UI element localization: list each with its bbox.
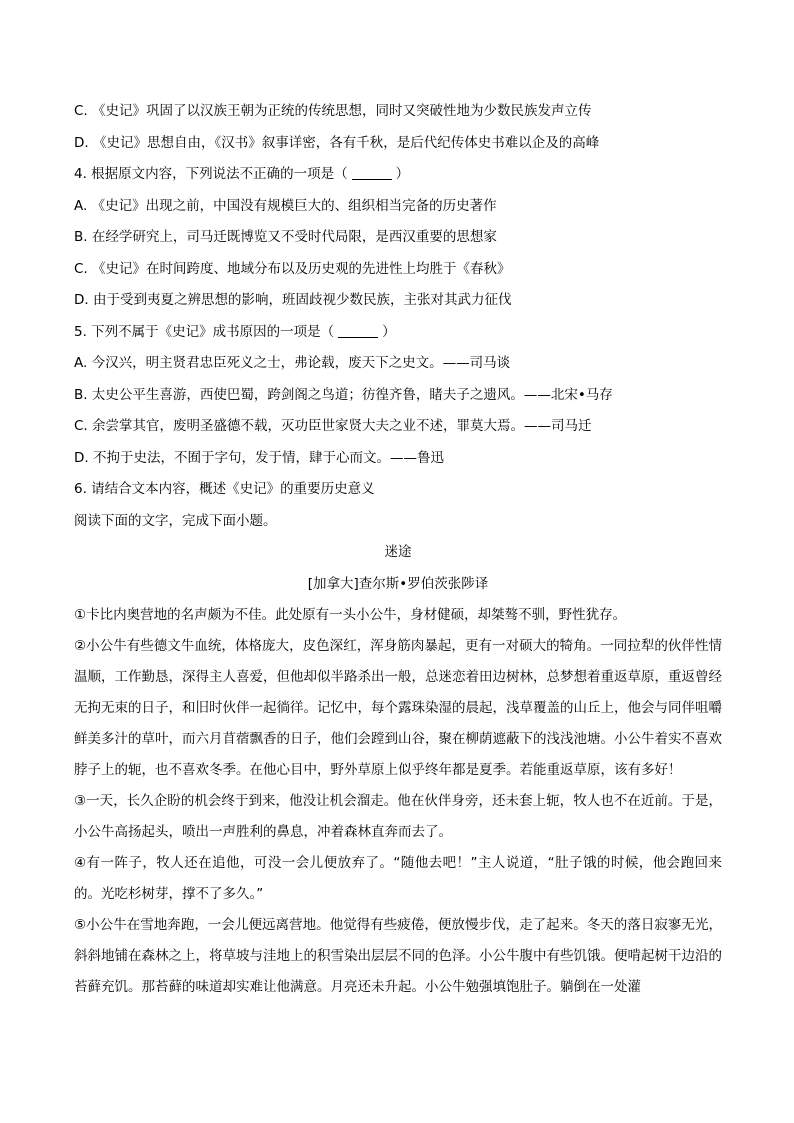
q5-option-c: C. 余尝掌其官，废明圣盛德不载，灭功臣世家贤大夫之业不述，罪莫大焉。——司马迁 [74,418,592,434]
q5-option-d: D. 不拘于史法，不囿于字句，发于情，肆于心而文。——鲁迅 [74,449,444,466]
story-byline: [加拿大]查尔斯•罗伯茨张陟译 [307,575,489,592]
q4-stem-close: ） [395,166,410,182]
story-paragraph-2: ②小公牛有些德文牛血统，体格庞大，皮色深红，浑身筋肉暴起，更有一对硕大的犄角。一同拉犁的伙伴性情温顺，工作勤恳，深得主人喜爱，但他却似半路杀出一般，总迷恋着田边树林，总梦想着重返草原，重返曾经无拘无束的日子，和旧时伙伴一起徜徉。记忆中，每个露珠染湿的晨起，浅草覆盖的山丘上，他会与同伴咀嚼鲜美多汁的草叶，而六月苜蓿飘香的日子，他们会蹚到山谷，聚在柳荫遮蔽下的浅浅池塘。小公牛着实不喜欢脖子上的轭，也不喜欢冬季。在他心目中，野外草原上似乎终年都是夏季。若能重返草原，该有多好！ [74,638,722,778]
q3-option-d: D. 《史记》思想自由，《汉书》叙事详密，各有千秋，是后代纪传体史书难以企及的高峰 [74,134,600,151]
q5-option-a: A. 今汉兴，明主贤君忠臣死义之士，弗论载，废天下之史文。——司马谈 [74,355,511,371]
q4-option-c: C. 《史记》在时间跨度、地域分布以及历史观的先进性上均胜于《春秋》 [74,260,511,277]
q4-stem-text: 4. 根据原文内容，下列说法不正确的一项是（ [74,166,348,182]
q4-stem [74,159,722,191]
story-paragraph-5: ⑤小公牛在雪地奔跑，一会儿便远离营地。他觉得有些疲倦，便放慢步伐，走了起来。冬天的落日寂寥无光，斜斜地铺在森林之上，将草坡与洼地上的积雪染出层层不同的色泽。小公牛腹中有些饥饿。便啃起树干边沿的苔藓充饥。那苔藓的味道却实难让他满意。月亮还未升起。小公牛勉强填饱肚子。躺倒在一处灌 [74,917,722,995]
q4-option-d: D. 由于受到夷夏之辨思想的影响，班固歧视少数民族，主张对其武力征伐 [74,292,512,308]
story-title: 迷途 [384,544,412,560]
q4-option-a: A. 《史记》出现之前，中国没有规模巨大的、组织相当完备的历史著作 [74,197,497,214]
q4-option-b: B. 在经学研究上，司马迁既博览又不受时代局限，是西汉重要的思想家 [74,229,497,245]
reading-instruction: 阅读下面的文字，完成下面小题。 [74,512,277,529]
story-paragraph-4: ④有一阵子，牧人还在追他，可没一会儿便放弃了。“随他去吧！”主人说道，“肚子饿的时候，他会跑回来的。光吃杉树芽，撑不了多久。” [74,855,722,902]
q5-stem [74,317,722,349]
story-paragraph-3: ③一天，长久企盼的机会终于到来，他没让机会溜走。他在伙伴身旁，还未套上轭，牧人也不在近前。于是，小公牛高扬起头，喷出一声胜利的鼻息，冲着森林直奔而去了。 [74,793,722,840]
q6-stem: 6. 请结合文本内容，概述《史记》的重要历史意义 [74,481,375,497]
q5-stem-text: 5. 下列不属于《史记》成书原因的一项是（ [74,323,335,340]
story-paragraph-1: ①卡比内奥营地的名声颇为不佳。此处原有一头小公牛，身材健硕，却桀骜不驯，野性犹存。 [74,607,627,623]
q5-stem-close: ） [382,323,396,340]
document-page [74,96,722,1003]
q3-option-c: C. 《史记》巩固了以汉族王朝为正统的传统思想，同时又突破性地为少数民族发声立传 [74,103,592,119]
answer-blank[interactable] [338,325,378,338]
answer-blank[interactable] [352,167,392,180]
q5-option-b: B. 太史公平生喜游，西使巴蜀，跨剑阁之鸟道；彷徨齐鲁，睹夫子之遗风。——北宋•马存 [74,386,613,403]
story-body [74,600,722,1003]
